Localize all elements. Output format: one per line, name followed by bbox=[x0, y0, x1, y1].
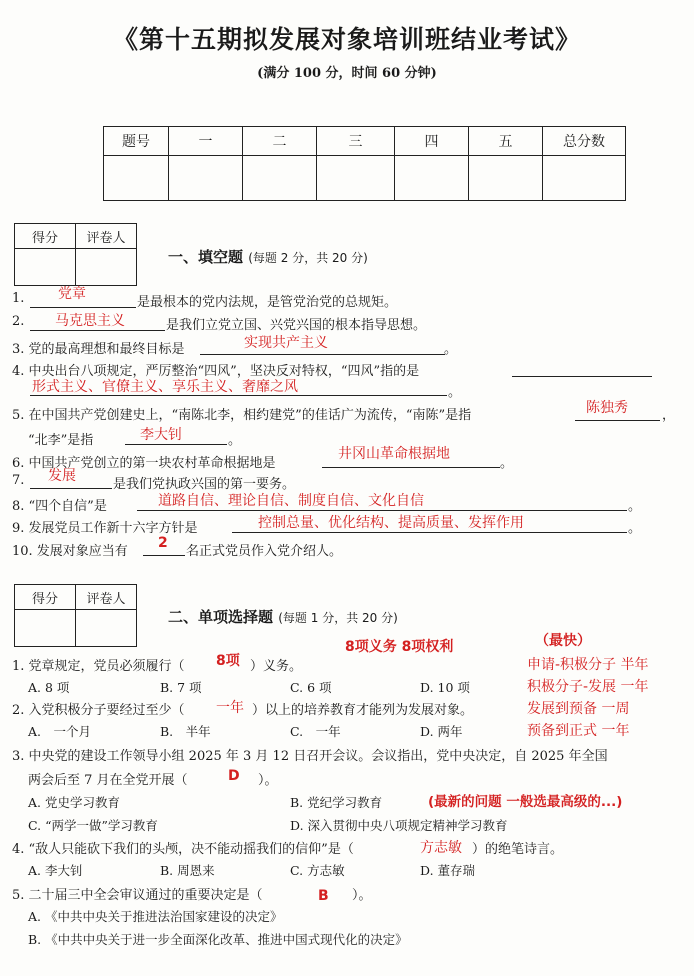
answer-blank bbox=[200, 354, 445, 355]
mc-q1-answer: 8项 bbox=[216, 653, 240, 669]
grader-name-label: 评卷人 bbox=[76, 224, 137, 249]
mc-q3-answer: D bbox=[228, 768, 240, 784]
score-cell bbox=[469, 156, 543, 201]
mc-q4-option: B. 周恩来 bbox=[160, 863, 215, 878]
fill-q4-answer: 形式主义、官僚主义、享乐主义、奢靡之风 bbox=[32, 379, 298, 395]
mc-q5-text: ）。 bbox=[352, 888, 372, 903]
answer-blank bbox=[512, 376, 652, 377]
mc-q3-option: A. 党史学习教育 bbox=[28, 795, 120, 810]
mc-q1: 1. 党章规定，党员必须履行（ bbox=[12, 659, 185, 674]
mc-q3-line2: 两会后至 7 月在全党开展（ bbox=[28, 773, 188, 788]
grader-box bbox=[14, 584, 137, 647]
fill-q1-text: 是最根本的党内法规，是管党治党的总规矩。 bbox=[137, 295, 398, 310]
annotation-timeline-2: 积极分子-发展 一年 bbox=[527, 679, 649, 695]
exam-title: 《第十五期拟发展对象培训班结业考试》 bbox=[112, 25, 581, 54]
answer-blank bbox=[232, 532, 627, 533]
score-cell bbox=[317, 156, 395, 201]
fill-q3-text: 。 bbox=[444, 342, 458, 357]
annotation-timeline-1: 申请-积极分子 半年 bbox=[527, 657, 649, 673]
score-header-cell: 总分数 bbox=[543, 127, 626, 156]
mc-q2-text: ）以上的培养教育才能列为发展对象。 bbox=[252, 703, 474, 718]
answer-blank bbox=[30, 307, 136, 308]
mc-q4-text: ）的绝笔诗言。 bbox=[472, 842, 564, 857]
fill-q10: 10. 发展对象应当有 bbox=[12, 544, 128, 559]
fill-q5-answer-a: 陈独秀 bbox=[586, 400, 628, 416]
fill-q5-answer-b: 李大钊 bbox=[140, 427, 182, 443]
mc-q2-option: A. 一个月 bbox=[28, 724, 92, 739]
answer-blank bbox=[322, 467, 500, 468]
fill-q6-answer: 井冈山革命根据地 bbox=[338, 446, 450, 462]
mc-q2-option: C. 一年 bbox=[290, 724, 341, 739]
score-header-cell: 三 bbox=[317, 127, 395, 156]
fill-q7-answer: 发展 bbox=[48, 468, 76, 484]
fill-q8-text: 。 bbox=[628, 499, 642, 514]
score-cell bbox=[543, 156, 626, 201]
mc-q1-option: D. 10 项 bbox=[420, 680, 470, 695]
fill-q8: 8. “四个自信”是 bbox=[12, 499, 107, 514]
fill-q10-text: 名正式党员作入党介绍人。 bbox=[186, 544, 343, 559]
mc-q3: 3. 中央党的建设工作领导小组 2025 年 3 月 12 日召开会议。会议指出，党中央决定，自 2025 年全国 bbox=[12, 749, 608, 764]
answer-blank bbox=[30, 488, 112, 489]
answer-blank bbox=[125, 444, 227, 445]
score-cell bbox=[104, 156, 169, 201]
fill-q9-text: 。 bbox=[628, 521, 642, 536]
fill-q10-answer: 2 bbox=[158, 535, 168, 551]
fill-q5-text: “北李”是指 bbox=[28, 433, 94, 448]
answer-blank bbox=[575, 420, 660, 421]
fill-q2-answer: 马克思主义 bbox=[55, 313, 125, 329]
fill-q6-text: 。 bbox=[500, 456, 514, 471]
grader-score-label: 得分 bbox=[15, 585, 76, 610]
fill-q4-text: 。 bbox=[448, 385, 462, 400]
score-header-cell: 二 bbox=[243, 127, 317, 156]
annotation-fastest: （最快） bbox=[535, 633, 591, 649]
mc-q1-text: ）义务。 bbox=[250, 659, 303, 674]
fill-q4: 4. 中央出台八项规定，严厉整治“四风”，坚决反对特权，“四风”指的是 bbox=[12, 364, 420, 379]
score-cell bbox=[395, 156, 469, 201]
grader-score-label: 得分 bbox=[15, 224, 76, 249]
mc-q5: 5. 二十届三中全会审议通过的重要决定是（ bbox=[12, 888, 263, 903]
mc-q2-option: D. 两年 bbox=[420, 724, 463, 739]
score-table bbox=[103, 126, 626, 201]
section1-heading: 一、填空题 (每题 2 分，共 20 分) bbox=[168, 248, 368, 266]
score-header-cell: 四 bbox=[395, 127, 469, 156]
annotation-latest: (最新的问题 一般选最高级的...) bbox=[428, 794, 623, 810]
fill-q3: 3. 党的最高理想和最终目标是 bbox=[12, 342, 185, 357]
grader-box bbox=[14, 223, 137, 286]
mc-q2-option: B. 半年 bbox=[160, 724, 211, 739]
exam-subtitle: (满分 100 分，时间 60 分钟) bbox=[257, 66, 437, 81]
annotation-timeline-4: 预备到正式 一年 bbox=[527, 723, 630, 739]
score-cell bbox=[243, 156, 317, 201]
fill-q5-comma: ， bbox=[662, 408, 676, 423]
fill-q7-text: 是我们党执政兴国的第一要务。 bbox=[113, 477, 296, 492]
fill-q2: 2. bbox=[12, 314, 25, 329]
mc-q1-option: B. 7 项 bbox=[160, 680, 202, 695]
fill-q7: 7. bbox=[12, 473, 25, 488]
grader-name-label: 评卷人 bbox=[76, 585, 137, 610]
fill-q5: 5. 在中国共产党创建史上，“南陈北李，相约建党”的佳话广为流传，“南陈”是指 bbox=[12, 408, 472, 423]
score-header-cell: 题号 bbox=[104, 127, 169, 156]
mc-q1-option: C. 6 项 bbox=[290, 680, 332, 695]
annotation-timeline-3: 发展到预备 一周 bbox=[527, 701, 630, 717]
score-cell bbox=[169, 156, 243, 201]
mc-q4-option: D. 董存瑞 bbox=[420, 863, 476, 878]
fill-q9: 9. 发展党员工作新十六字方针是 bbox=[12, 521, 198, 536]
fill-q6: 6. 中国共产党创立的第一块农村革命根据地是 bbox=[12, 456, 276, 471]
fill-q5-period: 。 bbox=[228, 433, 242, 448]
mc-q3-option: C. “两学一做”学习教育 bbox=[28, 818, 158, 833]
mc-q2: 2. 入党积极分子要经过至少（ bbox=[12, 703, 185, 718]
mc-q4-option: A. 李大钊 bbox=[28, 863, 83, 878]
mc-q5-option: B. 《中共中央关于进一步全面深化改革、推进中国式现代化的决定》 bbox=[28, 932, 408, 947]
score-header-cell: 五 bbox=[469, 127, 543, 156]
fill-q9-answer: 控制总量、优化结构、提高质量、发挥作用 bbox=[258, 515, 524, 531]
score-header-cell: 一 bbox=[169, 127, 243, 156]
fill-q2-text: 是我们立党立国、兴党兴国的根本指导思想。 bbox=[166, 318, 427, 333]
mc-q3-option: B. 党纪学习教育 bbox=[290, 795, 383, 810]
answer-blank bbox=[143, 555, 185, 556]
mc-q4-option: C. 方志敏 bbox=[290, 863, 345, 878]
fill-q3-answer: 实现共产主义 bbox=[244, 335, 328, 351]
answer-blank bbox=[137, 510, 627, 511]
mc-q3-option: D. 深入贯彻中央八项规定精神学习教育 bbox=[290, 818, 508, 833]
mc-q4-answer: 方志敏 bbox=[420, 840, 462, 856]
mc-q3-text: ）。 bbox=[258, 773, 278, 788]
mc-q4: 4. “敌人只能砍下我们的头颅，决不能动摇我们的信仰”是（ bbox=[12, 842, 354, 857]
annotation-rights: 8项义务 8项权利 bbox=[345, 639, 454, 655]
section2-heading: 二、单项选择题 (每题 1 分，共 20 分) bbox=[168, 608, 398, 626]
mc-q5-option: A. 《中共中央关于推进法治国家建设的决定》 bbox=[28, 909, 283, 924]
mc-q5-answer: B bbox=[318, 888, 329, 904]
fill-q1-answer: 党章 bbox=[58, 286, 86, 302]
answer-blank bbox=[30, 330, 165, 331]
fill-q8-answer: 道路自信、理论自信、制度自信、文化自信 bbox=[158, 493, 424, 509]
mc-q2-answer: 一年 bbox=[216, 700, 244, 716]
mc-q1-option: A. 8 项 bbox=[28, 680, 70, 695]
fill-q1: 1. bbox=[12, 291, 25, 306]
